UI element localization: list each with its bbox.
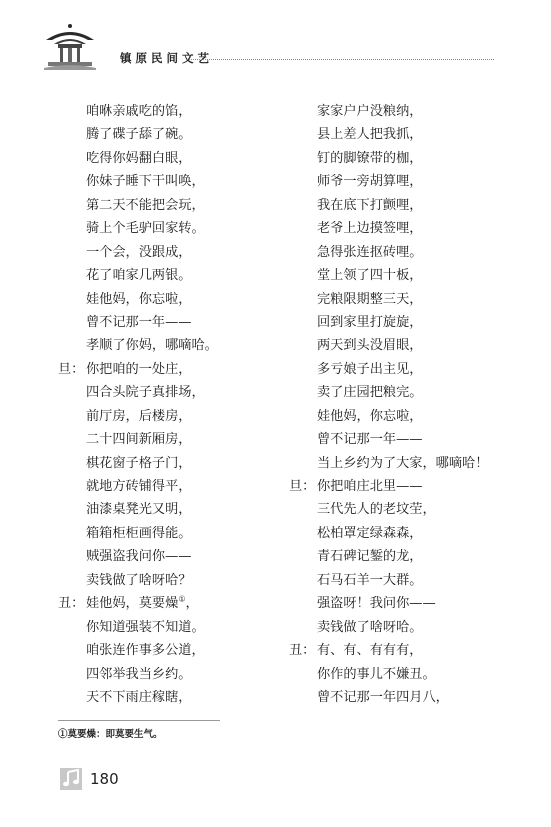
verse-text: 青石碑记錾的龙，	[317, 549, 423, 565]
verse-text: 两天到头没眉眼，	[317, 338, 423, 354]
verse-text: 完粮限期整三天，	[317, 291, 423, 307]
verse-text: 吃得你妈翻白眼，	[86, 150, 192, 166]
verse-text: 卖钱做了啥呀哈？	[86, 572, 192, 588]
verse-line	[58, 428, 288, 451]
verse-line	[289, 569, 519, 592]
verse-text: 我在底下打颤哩，	[317, 197, 423, 213]
verse-line	[58, 639, 288, 662]
verse-line	[289, 241, 519, 264]
verse-line	[58, 545, 288, 568]
speaker-label: 旦：	[289, 479, 316, 494]
verse-line	[58, 311, 288, 334]
verse-text: 有、有、有有有，	[317, 643, 423, 659]
verse-text: 娃他妈，你忘啦，	[317, 408, 423, 424]
verse-line	[58, 405, 288, 428]
verse-line	[58, 194, 288, 217]
verse-punctuation: ，	[185, 596, 199, 612]
verse-line	[289, 428, 519, 451]
verse-line	[289, 194, 519, 217]
verse-line	[289, 358, 519, 381]
verse-line	[289, 639, 519, 662]
verse-line	[289, 264, 519, 287]
verse-text: 卖了庄园把粮完。	[317, 385, 423, 401]
left-text-column	[58, 100, 288, 709]
verse-line	[289, 522, 519, 545]
verse-text: 贼强盗我问你——	[86, 549, 192, 565]
verse-text: 四合头院子真排场，	[86, 385, 205, 401]
right-text-column	[289, 100, 519, 709]
verse-text: 第二天不能把会玩，	[86, 197, 205, 213]
verse-line	[58, 498, 288, 521]
verse-line	[58, 592, 288, 615]
verse-line	[58, 241, 288, 264]
verse-text: 天不下雨庄稼瞎，	[86, 689, 192, 705]
speaker-label: 丑：	[58, 596, 85, 612]
verse-text: 卖钱做了啥呀哈。	[317, 619, 423, 635]
verse-text: 强盗呀！我问你——	[317, 596, 436, 612]
verse-text: 钉的脚镣带的枷，	[317, 150, 423, 166]
verse-line	[289, 452, 519, 475]
verse-text: 曾不记那一年四月八，	[317, 689, 449, 705]
verse-line	[58, 100, 288, 123]
verse-text: 松柏罩定绿森森，	[317, 525, 423, 541]
verse-line	[289, 498, 519, 521]
verse-text: 咱咻亲戚吃的馅，	[86, 104, 192, 119]
verse-line	[58, 264, 288, 287]
verse-line	[58, 334, 288, 357]
verse-text: 娃他妈，莫要燥	[86, 596, 179, 612]
verse-line	[58, 475, 288, 498]
verse-line	[289, 475, 519, 498]
verse-text: 当上乡约为了大家，哪嘀哈！	[317, 455, 489, 471]
verse-line	[289, 405, 519, 428]
verse-text: 你作的事儿不嫌丑。	[317, 666, 436, 682]
verse-line	[289, 170, 519, 193]
verse-text: 回到家里打旋旋，	[317, 314, 423, 330]
verse-text: 急得张连抠砖哩。	[317, 244, 423, 260]
running-header	[44, 22, 494, 74]
verse-text: 咱张连作事多公道，	[86, 643, 205, 659]
page-number: 180	[90, 770, 119, 788]
verse-text: 你把咱庄北里——	[317, 479, 423, 494]
speaker-label: 丑：	[289, 643, 316, 659]
header-title: 镇原民间文艺	[120, 51, 213, 65]
verse-text: 油漆桌凳光又明，	[86, 502, 192, 518]
footnote-marker: ①	[178, 594, 186, 604]
verse-line	[58, 358, 288, 381]
verse-text: 三代先人的老坟茔，	[317, 502, 436, 518]
verse-text: 家家户户没粮纳，	[317, 104, 423, 119]
verse-line	[289, 311, 519, 334]
verse-line	[289, 545, 519, 568]
verse-text: 师爷一旁胡算哩，	[317, 174, 423, 190]
verse-line	[58, 381, 288, 404]
verse-line	[289, 663, 519, 686]
verse-line	[58, 217, 288, 240]
verse-text: 就地方砖铺得平，	[86, 479, 192, 494]
pavilion-logo-icon	[44, 22, 96, 72]
verse-text: 骑上个毛驴回家转。	[86, 221, 205, 237]
verse-text: 二十四间新厢房，	[86, 432, 192, 448]
verse-line	[58, 616, 288, 639]
verse-line	[58, 522, 288, 545]
verse-text: 县上差人把我抓，	[317, 127, 423, 143]
verse-line	[58, 147, 288, 170]
speaker-label: 旦：	[58, 361, 85, 377]
verse-line	[289, 288, 519, 311]
verse-text: 一个会，没跟成，	[86, 244, 192, 260]
verse-text: 老爷上边摸签哩，	[317, 221, 423, 237]
verse-line	[289, 100, 519, 123]
verse-line	[58, 663, 288, 686]
verse-text: 花了咱家几两银。	[86, 268, 192, 284]
verse-line	[289, 616, 519, 639]
music-note-icon	[60, 768, 82, 790]
verse-text: 娃他妈，你忘啦，	[86, 291, 192, 307]
verse-line	[58, 452, 288, 475]
verse-line	[289, 123, 519, 146]
verse-line	[58, 686, 288, 709]
verse-text: 你妹子睡下干叫唤，	[86, 174, 205, 190]
verse-line	[289, 147, 519, 170]
verse-text: 箱箱柜柜画得能。	[86, 525, 192, 541]
verse-text: 四邻举我当乡约。	[86, 666, 192, 682]
footnote-divider	[58, 720, 220, 721]
verse-text: 多亏娘子出主见，	[317, 361, 423, 377]
footnote: ①莫要燥：即莫要生气。	[58, 729, 163, 740]
verse-text: 孝顺了你妈，哪嘀哈。	[86, 338, 218, 354]
verse-line	[289, 686, 519, 709]
verse-text: 堂上领了四十板，	[317, 268, 423, 284]
verse-line	[289, 217, 519, 240]
verse-text: 曾不记那一年——	[317, 432, 423, 448]
verse-text: 棋花窗子格子门，	[86, 455, 192, 471]
verse-text: 曾不记那一年——	[86, 314, 192, 330]
verse-line	[58, 569, 288, 592]
verse-line	[58, 170, 288, 193]
header-dotted-rule	[186, 59, 494, 60]
verse-text: 前厅房，后楼房，	[86, 408, 192, 424]
verse-line	[58, 123, 288, 146]
verse-text: 你知道强装不知道。	[86, 619, 205, 635]
verse-line	[289, 381, 519, 404]
verse-line	[58, 288, 288, 311]
verse-text: 腾了碟子舔了碗。	[86, 127, 192, 143]
verse-line	[289, 592, 519, 615]
verse-text: 石马石羊一大群。	[317, 572, 423, 588]
verse-text: 你把咱的一处庄，	[86, 361, 192, 377]
verse-line	[289, 334, 519, 357]
